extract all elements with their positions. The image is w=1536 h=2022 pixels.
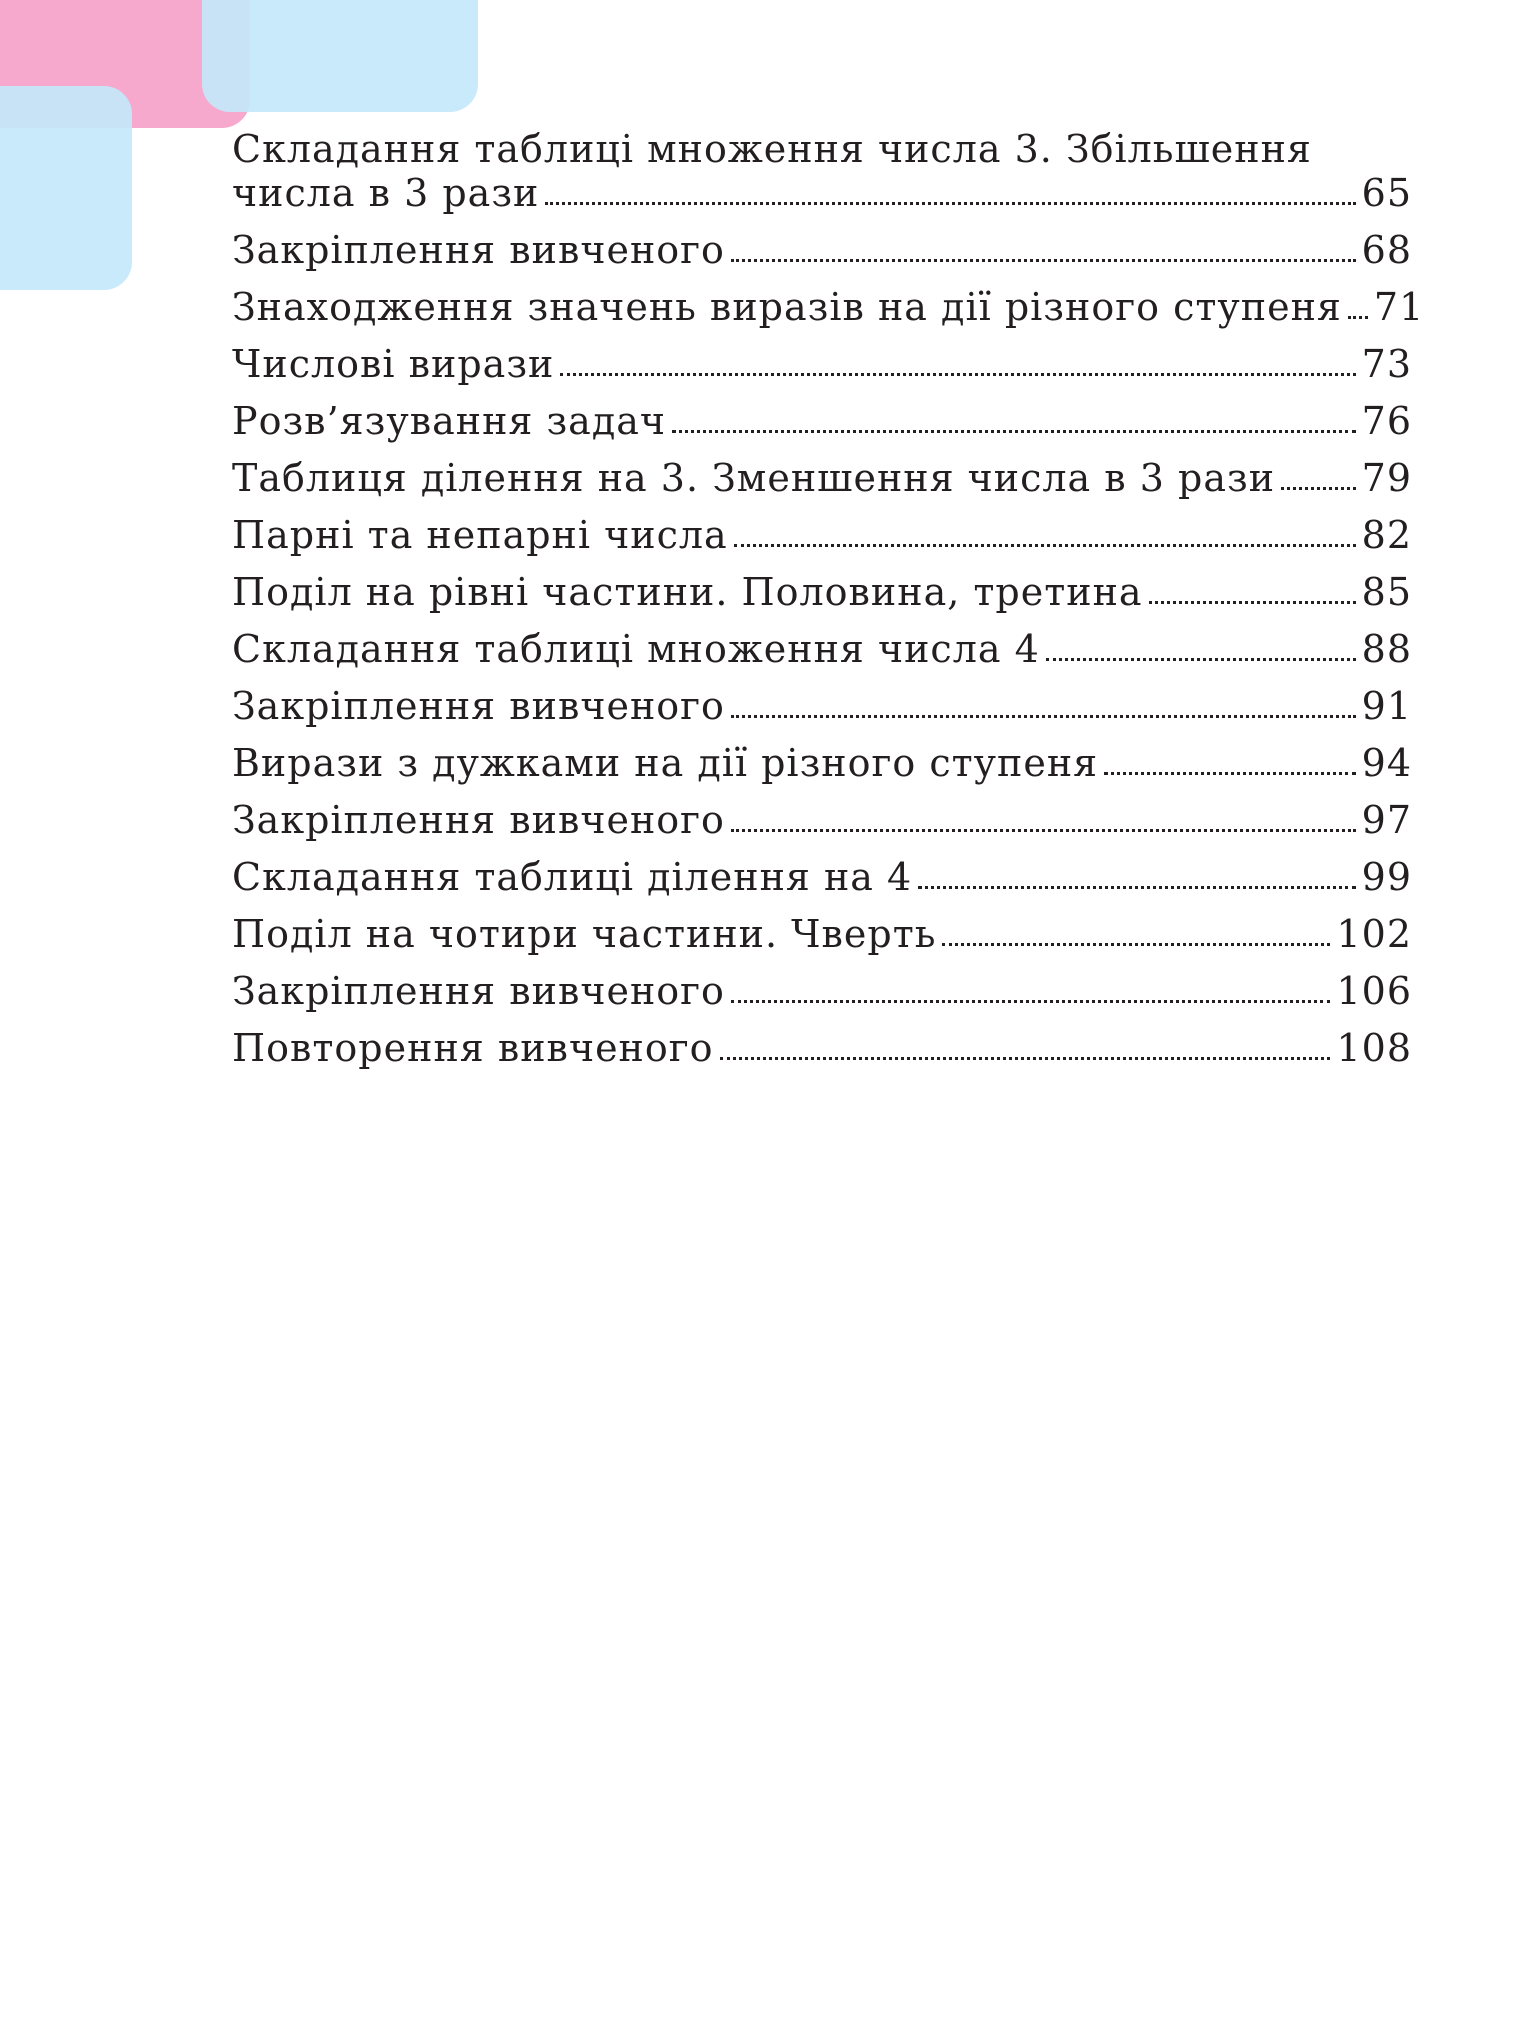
corner-decoration-blue-left (0, 86, 132, 290)
toc-entry[interactable] (232, 613, 1412, 670)
toc-entry[interactable] (232, 499, 1412, 556)
toc-entry[interactable] (232, 128, 1412, 214)
toc-entry-title: Закріплення вивченого (232, 798, 725, 842)
toc-entry-title: Вирази з дужками на дії різного ступеня (232, 741, 1099, 785)
toc-entry-page: 85 (1361, 570, 1412, 614)
toc-entry-title: Поділ на рівні частини. Половина, третина (232, 570, 1143, 614)
toc-entry-page: 97 (1361, 798, 1412, 842)
toc-entry[interactable] (232, 556, 1412, 613)
dot-leader (734, 544, 1356, 547)
toc-entry[interactable] (232, 442, 1412, 499)
toc-entry-page: 79 (1361, 456, 1412, 500)
dot-leader (1281, 487, 1356, 490)
dot-leader (1104, 772, 1355, 775)
table-of-contents (232, 127, 1425, 1070)
toc-entry-title: Парні та непарні числа (232, 513, 728, 557)
toc-entry[interactable] (232, 670, 1412, 727)
toc-entry-page: 76 (1361, 399, 1412, 443)
toc-entry-title: Поділ на чотири частини. Чверть (232, 912, 937, 956)
dot-leader (731, 1000, 1331, 1003)
toc-entry-page: 108 (1336, 1026, 1412, 1070)
toc-entry[interactable] (232, 385, 1412, 442)
toc-entry-title: Числові вирази (232, 342, 555, 386)
toc-entry[interactable] (232, 784, 1412, 841)
dot-leader (731, 259, 1356, 262)
toc-entry-page: 106 (1336, 969, 1412, 1013)
toc-entry[interactable] (232, 898, 1412, 955)
toc-entry-page: 82 (1361, 513, 1412, 557)
toc-entry[interactable] (232, 727, 1412, 784)
toc-entry-page: 88 (1361, 627, 1412, 671)
toc-entry-title: Розв’язування задач (232, 399, 667, 443)
toc-entry-page: 94 (1361, 741, 1412, 785)
toc-entry-title: Закріплення вивченого (232, 228, 725, 272)
toc-entry[interactable] (232, 1012, 1412, 1069)
dot-leader (545, 202, 1355, 205)
toc-entry-page: 68 (1361, 228, 1412, 272)
dot-leader (1149, 601, 1356, 604)
dot-leader (731, 715, 1356, 718)
toc-entry-title: Закріплення вивченого (232, 684, 725, 728)
toc-entry-title: Повторення вивченого (232, 1026, 714, 1070)
toc-entry-page: 73 (1361, 342, 1412, 386)
toc-entry-title: Таблиця ділення на 3. Зменшення числа в 3 рази (232, 456, 1276, 500)
dot-leader (560, 373, 1355, 376)
dot-leader (942, 943, 1330, 946)
toc-entry-page: 65 (1361, 171, 1412, 215)
toc-entry-page: 91 (1361, 684, 1412, 728)
dot-leader (1348, 316, 1368, 319)
dot-leader (918, 886, 1355, 889)
dot-leader (731, 829, 1356, 832)
toc-entry-title: числа в 3 рази (232, 171, 540, 215)
toc-entry[interactable] (232, 328, 1412, 385)
toc-entry[interactable] (232, 955, 1412, 1012)
corner-decoration-blue-top (202, 0, 478, 112)
toc-entry-title: Знаходження значень виразів на дії різного ступеня (232, 285, 1342, 329)
toc-entry-title: Складання таблиці множення числа 3. Збільшення (232, 127, 1312, 171)
dot-leader (1046, 658, 1356, 661)
toc-entry-page: 71 (1373, 285, 1425, 329)
toc-entry[interactable] (232, 841, 1412, 898)
dot-leader (720, 1057, 1331, 1060)
toc-entry-page: 102 (1336, 912, 1412, 956)
toc-entry[interactable] (232, 214, 1412, 271)
toc-entry[interactable] (232, 271, 1425, 329)
toc-entry-title: Закріплення вивченого (232, 969, 725, 1013)
toc-entry-page: 99 (1361, 855, 1412, 899)
toc-entry-title: Складання таблиці ділення на 4 (232, 855, 913, 899)
dot-leader (672, 430, 1356, 433)
toc-entry-title: Складання таблиці множення числа 4 (232, 627, 1040, 671)
